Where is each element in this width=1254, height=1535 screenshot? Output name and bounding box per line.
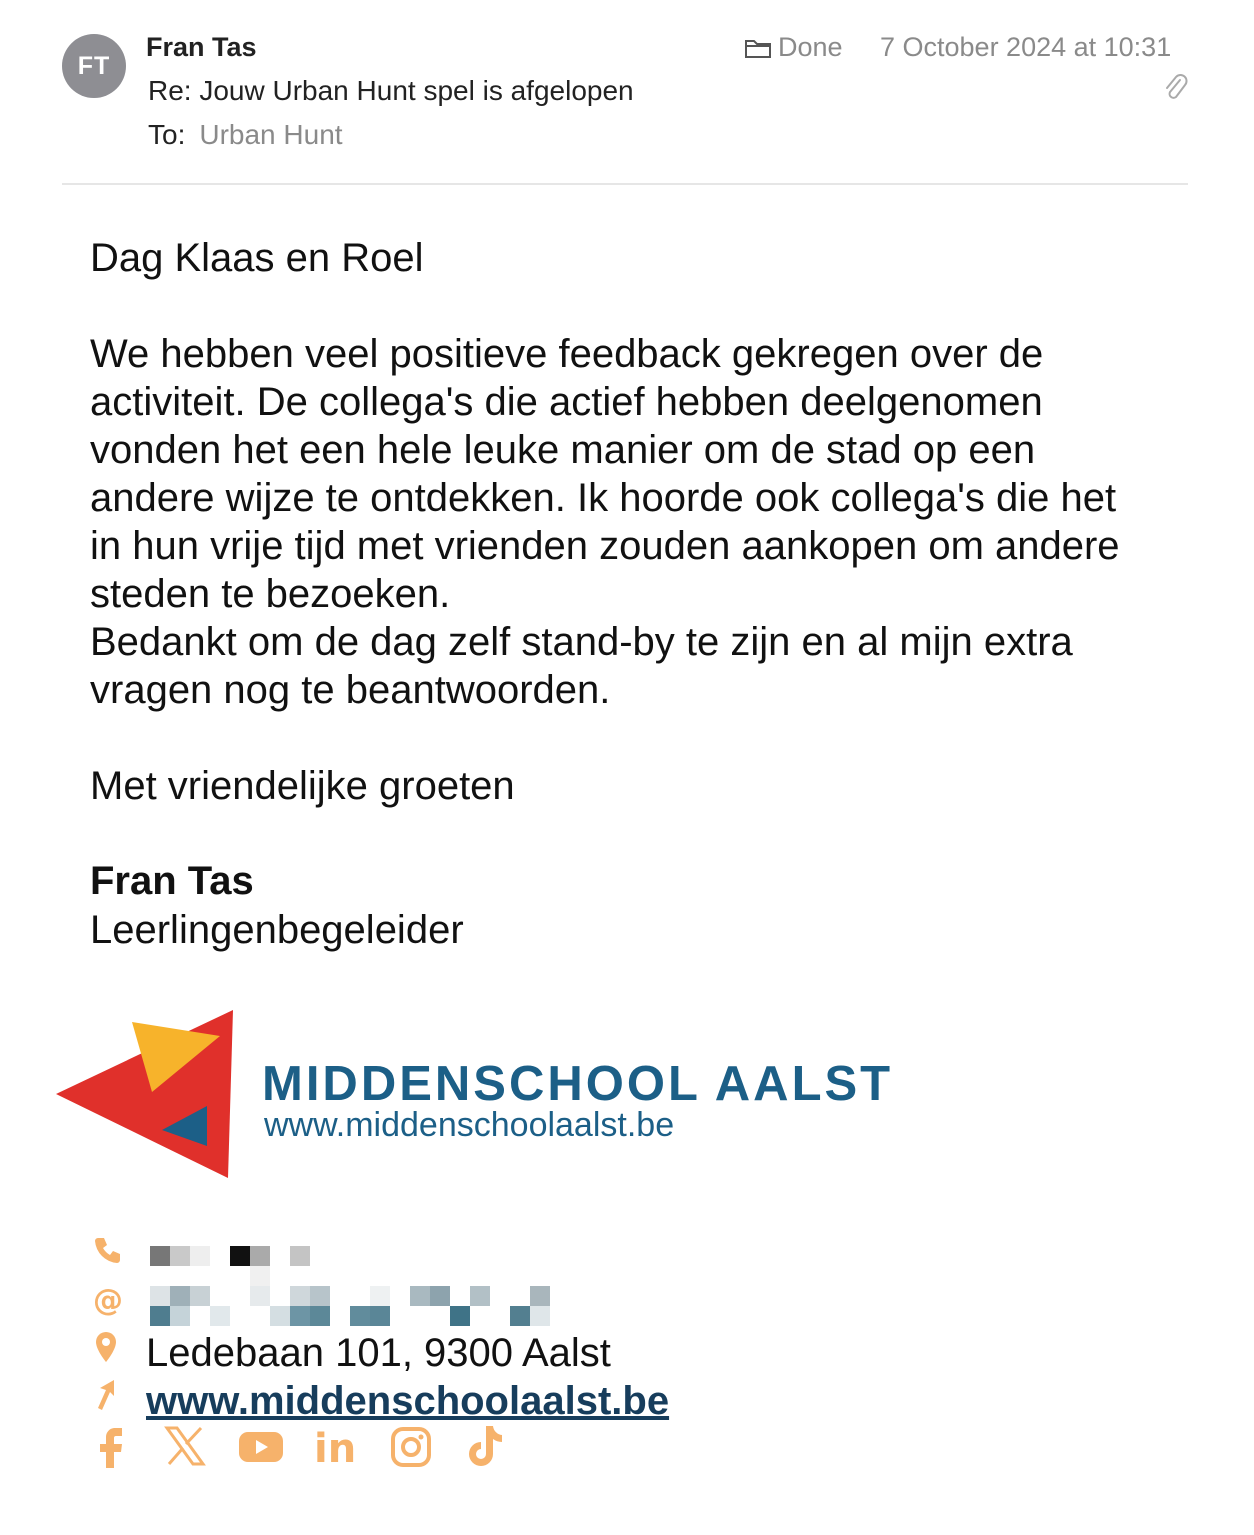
website-link[interactable]: www.middenschoolaalst.be — [146, 1379, 670, 1423]
linkedin-icon[interactable] — [314, 1426, 360, 1466]
youtube-icon[interactable] — [238, 1430, 284, 1464]
school-address: Ledebaan 101, 9300 Aalst — [146, 1331, 611, 1375]
location-pin-icon — [92, 1330, 120, 1366]
email-date: 7 October 2024 at 10:31 — [880, 32, 1172, 62]
signature-name: Fran Tas — [90, 859, 254, 903]
svg-text:@: @ — [93, 1283, 123, 1316]
mailbox-folder[interactable] — [744, 32, 843, 63]
arrow-link-icon — [92, 1378, 122, 1412]
redacted-email — [150, 1266, 560, 1326]
paragraph-line: We hebben veel positieve feedback gekregen over de — [90, 332, 1044, 376]
paragraph-line: vragen nog te beantwoorden. — [90, 668, 611, 712]
paperclip-icon[interactable] — [1162, 72, 1188, 102]
paragraph-line: activiteit. De collega's die actief hebben deelgenomen — [90, 380, 1043, 424]
greeting: Dag Klaas en Roel — [90, 236, 424, 280]
message-paragraph — [90, 330, 1200, 714]
folder-icon — [744, 37, 772, 59]
email-at-icon — [92, 1282, 126, 1316]
redacted-phone — [150, 1246, 320, 1266]
folder-label: Done — [778, 32, 843, 62]
tiktok-icon[interactable] — [466, 1424, 506, 1468]
closing: Met vriendelijke groeten — [90, 764, 515, 808]
logo-title: MIDDENSCHOOL AALST — [262, 1057, 894, 1111]
header-divider — [62, 183, 1188, 185]
logo-url: www.middenschoolaalst.be — [264, 1106, 675, 1144]
sender-name[interactable]: Fran Tas — [146, 32, 257, 62]
phone-icon — [92, 1234, 124, 1266]
to-label: To: — [148, 119, 186, 150]
avatar: FT — [62, 34, 126, 98]
x-icon[interactable] — [164, 1426, 206, 1466]
recipient-name[interactable]: Urban Hunt — [199, 119, 343, 150]
facebook-icon[interactable] — [94, 1426, 126, 1468]
svg-text:in: in — [314, 1426, 357, 1466]
recipient-row — [148, 119, 343, 151]
paragraph-line: steden te bezoeken. — [90, 572, 451, 616]
paragraph-line: Bedankt om de dag zelf stand-by te zijn en al mijn extra — [90, 620, 1073, 664]
school-logo-icon — [52, 1006, 242, 1186]
paragraph-line: vonden het een hele leuke manier om de stad op een — [90, 428, 1036, 472]
instagram-icon[interactable] — [390, 1426, 432, 1468]
signature-role: Leerlingenbegeleider — [90, 908, 464, 952]
paragraph-line: in hun vrije tijd met vrienden zouden aankopen om andere — [90, 524, 1120, 568]
paragraph-line: andere wijze te ontdekken. Ik hoorde ook collega's die het — [90, 476, 1117, 520]
email-subject: Re: Jouw Urban Hunt spel is afgelopen — [148, 75, 634, 106]
